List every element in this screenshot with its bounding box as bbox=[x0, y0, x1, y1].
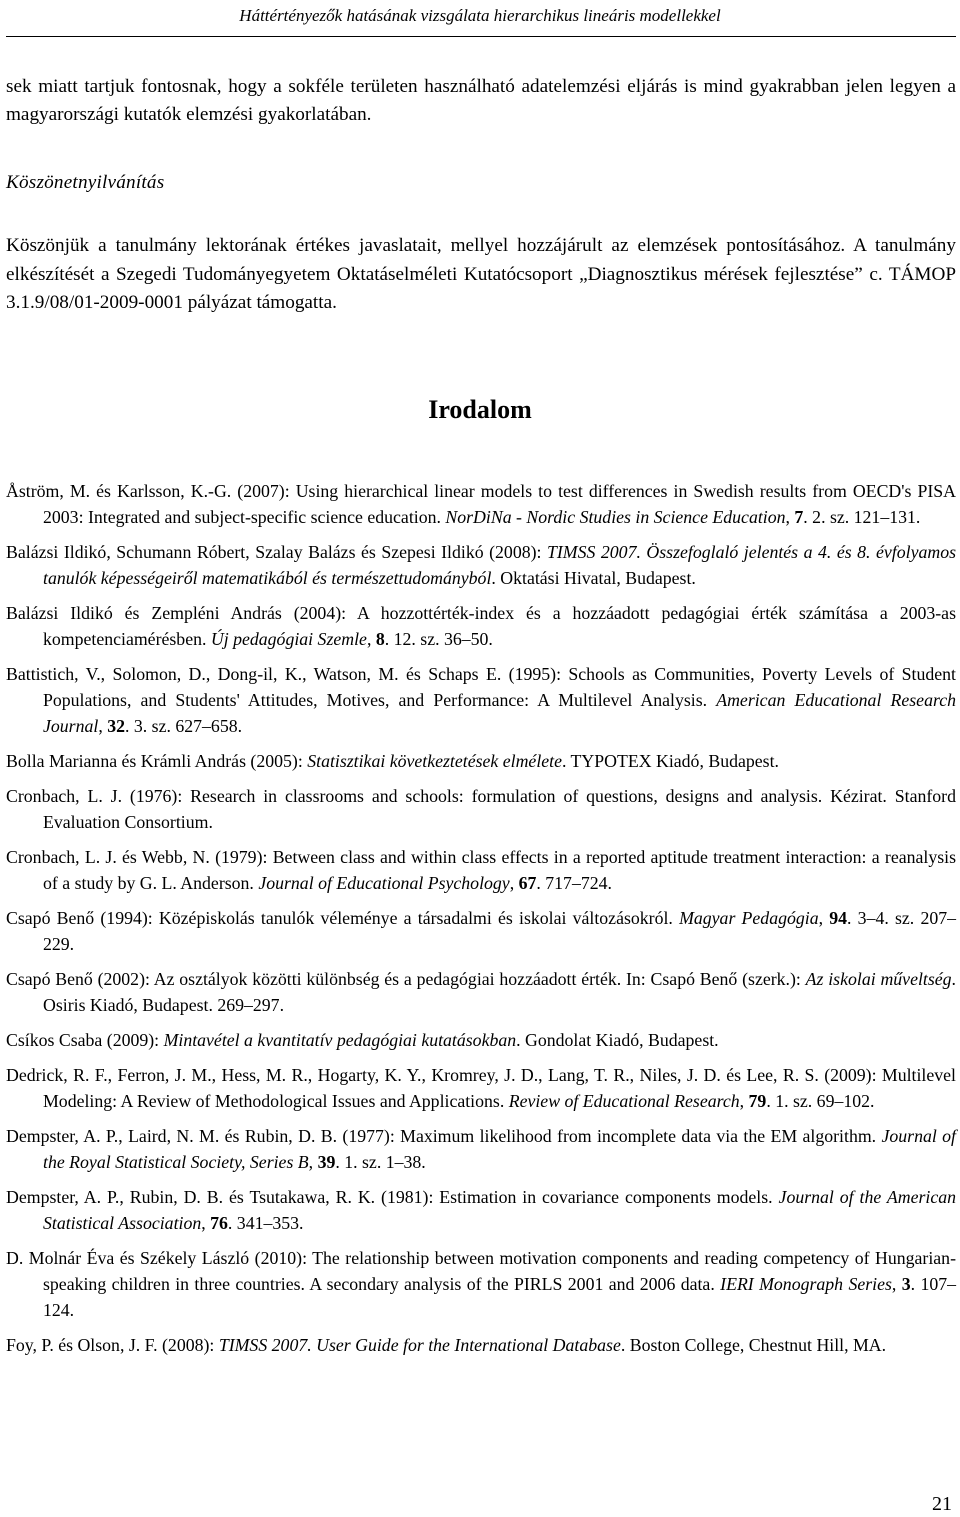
reference-item bbox=[6, 600, 956, 652]
reference-item bbox=[6, 783, 956, 835]
ref-text: . 107–124. bbox=[43, 1274, 957, 1321]
ref-text: Bolla Marianna és Krámli András (2005): bbox=[6, 751, 308, 772]
ref-text: Åström, M. és Karlsson, K.-G. (2007): Using hierarchical linear models to test differences in Swedish results from OECD's PISA 2003: Integrated and subject-specific science education. bbox=[6, 481, 956, 528]
ref-text: , bbox=[891, 1274, 902, 1294]
acknowledgement-text: Köszönjük a tanulmány lektorának értékes javaslatait, mellyel hozzájárult az elemzések pontosításához. A tanulmány elkészítését a Szegedi Tudományegyetem Oktatáselméleti Kutatócsoport „Diagnosztikus mérések fejlesztése” c. TÁMOP 3.1.9/08/01-2009-0001 pályázat támogatta. bbox=[6, 235, 956, 313]
ref-source: Journal of the Royal Statistical Society, Series B bbox=[43, 1125, 956, 1172]
ref-text: . 3–4. sz. 207–229. bbox=[43, 908, 957, 955]
reference-item bbox=[6, 1027, 956, 1053]
ref-text: . Osiris Kiadó, Budapest. 269–297. bbox=[43, 969, 956, 1016]
ref-volume: 39 bbox=[317, 1152, 336, 1172]
ref-text: . 1. sz. 1–38. bbox=[335, 1152, 426, 1172]
ref-text: Balázsi Ildikó, Schumann Róbert, Szalay Balázs és Szepesi Ildikó (2008): bbox=[6, 542, 547, 562]
ref-text: Dedrick, R. F., Ferron, J. M., Hess, M. R., Hogarty, K. Y., Kromrey, J. D., Lang, T. R., Niles, J. D. és Lee, R. S. (2009): Multilevel Modeling: A Review of Methodological Issues and Applications. bbox=[6, 1064, 956, 1111]
ref-source: Mintavétel a kvantitatív pedagógiai kutatásokban bbox=[163, 1030, 517, 1050]
ref-text: , bbox=[366, 629, 376, 650]
ref-text: . 3. sz. 627–658. bbox=[125, 716, 243, 737]
ref-text: Foy, P. és Olson, J. F. (2008): bbox=[6, 1335, 219, 1355]
ref-text: , bbox=[785, 507, 795, 528]
ref-text: . 1. sz. 69–102. bbox=[766, 1091, 875, 1111]
ref-volume: 94 bbox=[829, 908, 848, 928]
ref-text: Balázsi Ildikó és Zempléni András (2004): A hozzottérték-index és a hozzáadott pedagógiai érték számítása a 2003-as kompetenciamérésben. bbox=[6, 603, 956, 650]
reference-item bbox=[6, 1245, 956, 1324]
ref-text: Csíkos Csaba (2009): bbox=[6, 1030, 164, 1050]
ref-text: . Boston College, Chestnut Hill, MA. bbox=[620, 1335, 887, 1355]
ref-text: , bbox=[308, 1152, 318, 1172]
ref-text: . 2. sz. 121–131. bbox=[803, 507, 921, 528]
reference-item bbox=[6, 539, 956, 591]
reference-item bbox=[6, 1332, 956, 1358]
ref-text: . Gondolat Kiadó, Budapest. bbox=[516, 1030, 719, 1050]
reference-item bbox=[6, 844, 956, 896]
reference-item bbox=[6, 478, 956, 530]
running-header: Háttértényezők hatásának vizsgálata hierarchikus lineáris modellekkel bbox=[239, 6, 721, 25]
ref-volume: 32 bbox=[107, 716, 125, 737]
ref-volume: 7 bbox=[794, 507, 804, 528]
ref-text: D. Molnár Éva és Székely László (2010): The relationship between motivation components and reading competency of Hungarian-speaking children in three countries. A secondary analysis of the PIRLS 2001 and 2006 data. bbox=[6, 1247, 956, 1294]
ref-source: Journal of the American Statistical Association bbox=[43, 1186, 956, 1233]
ref-text: Csapó Benő (2002): Az osztályok közötti különbség és a pedagógiai hozzáadott érték. In: Csapó Benő (szerk.): bbox=[6, 969, 806, 989]
ref-text: , bbox=[509, 873, 519, 894]
ref-source: Magyar Pedagógia bbox=[679, 908, 819, 928]
reference-item bbox=[6, 905, 956, 957]
reference-item bbox=[6, 966, 956, 1018]
ref-text: , bbox=[98, 716, 108, 737]
reference-item bbox=[6, 661, 956, 740]
reference-item bbox=[6, 1123, 956, 1175]
ref-text: . TYPOTEX Kiadó, Budapest. bbox=[561, 751, 779, 772]
ref-source: IERI Monograph Series bbox=[720, 1274, 892, 1294]
ref-source: Review of Educational Research bbox=[508, 1091, 740, 1111]
reference-item bbox=[6, 748, 956, 774]
page-number: 21 bbox=[932, 1493, 952, 1515]
ref-text: . 12. sz. 36–50. bbox=[384, 629, 493, 650]
ref-volume: 79 bbox=[748, 1091, 767, 1111]
ref-source: American Educational Research Journal bbox=[43, 690, 956, 737]
ref-text: Dempster, A. P., Rubin, D. B. és Tsutakawa, R. K. (1981): Estimation in covariance components models. bbox=[6, 1186, 779, 1207]
ref-text: , bbox=[201, 1213, 211, 1233]
ref-text: Dempster, A. P., Laird, N. M. és Rubin, D. B. (1977): Maximum likelihood from incomplete data via the EM algorithm. bbox=[6, 1125, 882, 1146]
reference-list bbox=[6, 478, 956, 1367]
ref-text: . 341–353. bbox=[227, 1213, 304, 1233]
ref-text: Cronbach, L. J. és Webb, N. (1979): Between class and within class effects in a reported aptitude treatment interaction: a reanalysis of a study by G. L. Anderson. bbox=[6, 847, 956, 894]
ref-text: , bbox=[818, 908, 830, 928]
ref-text: . Oktatási Hivatal, Budapest. bbox=[491, 568, 696, 589]
ref-text: Battistich, V., Solomon, D., Dong-il, K., Watson, M. és Schaps E. (1995): Schools as Communities, Poverty Levels of Student Populations, and Students' Attitudes, Motives, and Performance: A Multilevel Analysis. bbox=[6, 664, 956, 711]
ref-source: TIMSS 2007. User Guide for the International Database bbox=[218, 1335, 621, 1355]
ref-source: Új pedagógiai Szemle bbox=[210, 629, 367, 650]
ref-volume: 3 bbox=[901, 1274, 911, 1294]
ref-text: , bbox=[739, 1091, 749, 1111]
ref-source: Az iskolai műveltség bbox=[805, 969, 952, 989]
ref-source: TIMSS 2007. Összefoglaló jelentés a 4. és 8. évfolyamos tanulók képességeiről matematikából és természettudományból bbox=[43, 542, 956, 589]
ref-volume: 67 bbox=[518, 873, 537, 894]
reference-item bbox=[6, 1062, 956, 1114]
ref-volume: 76 bbox=[210, 1213, 228, 1233]
ref-text: Csapó Benő (1994): Középiskolás tanulók véleménye a társadalmi és iskolai változásokról. bbox=[6, 908, 680, 928]
ref-source: NorDiNa - Nordic Studies in Science Education bbox=[445, 507, 786, 528]
references-title: Irodalom bbox=[428, 395, 532, 424]
ref-source: Statisztikai következtetések elmélete bbox=[307, 751, 562, 772]
ref-text: . 717–724. bbox=[536, 873, 612, 894]
ref-text: Cronbach, L. J. (1976): Research in classrooms and schools: formulation of questions, designs and analysis. Kézirat. Stanford Evaluation Consortium. bbox=[6, 786, 956, 833]
header-rule bbox=[6, 36, 956, 37]
reference-item bbox=[6, 1184, 956, 1236]
ref-source: Journal of Educational Psychology bbox=[258, 873, 510, 894]
acknowledgement-heading: Köszönetnyilvánítás bbox=[6, 172, 165, 193]
intro-paragraph: sek miatt tartjuk fontosnak, hogy a sokféle területen használható adatelemzési eljárás is mind gyakrabban jelen legyen a magyarországi kutatók elemzési gyakorlatában. bbox=[6, 76, 956, 125]
ref-volume: 8 bbox=[375, 629, 385, 650]
